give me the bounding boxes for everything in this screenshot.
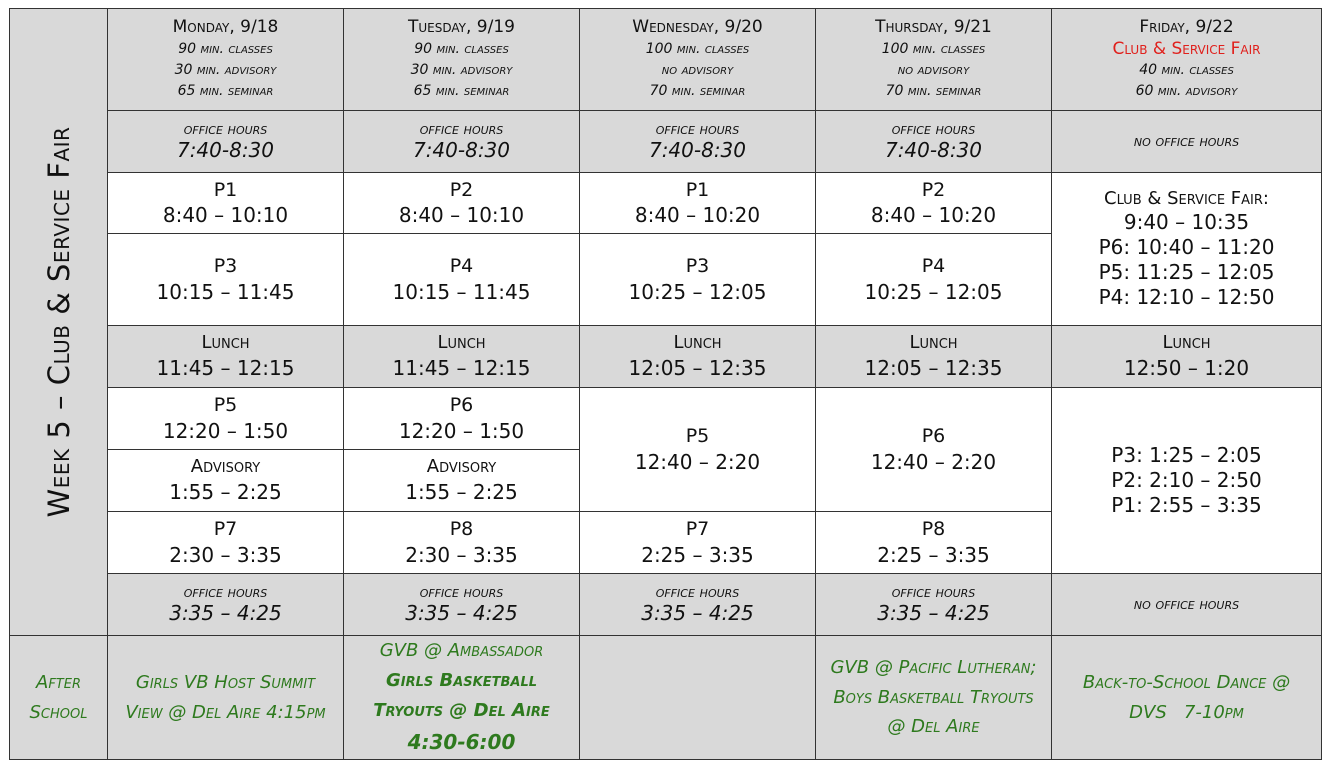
lunch-time: 11:45 – 12:15 [392, 355, 531, 380]
day-name: Thursday, 9/21 [875, 17, 992, 38]
period-label: P1 [213, 178, 238, 201]
period-label: P3 [213, 255, 238, 278]
day-header-wednesday [580, 9, 816, 111]
office-hours-label: office hours [183, 119, 268, 138]
office-hours-label: office hours [183, 582, 268, 601]
period-time: 2:25 – 3:35 [877, 542, 990, 567]
office-hours-label: office hours [419, 119, 504, 138]
period-time: 8:40 – 10:10 [162, 203, 289, 228]
lunch-label: Lunch [1162, 332, 1211, 354]
day-name: Tuesday, 9/19 [408, 17, 515, 38]
office-hours-label: office hours [891, 119, 976, 138]
office-hours-time: 7:40-8:30 [176, 138, 275, 163]
period-time: 10:15 – 11:45 [156, 279, 295, 304]
office-hours-time: 7:40-8:30 [412, 138, 511, 163]
advisory-time: 1:55 – 2:25 [405, 479, 518, 504]
day-detail: 60 min. advisory [1135, 82, 1238, 99]
period-label: P3 [685, 255, 710, 278]
day-detail: 90 min. classes [414, 40, 509, 57]
advisory-tuesday [344, 450, 580, 512]
friday-period: P3: 1:25 – 2:05 [1111, 443, 1262, 467]
day-detail: no advisory [897, 61, 970, 78]
lunch-label: Lunch [201, 332, 250, 354]
period-time: 10:25 – 12:05 [628, 279, 767, 304]
event-text: Back-to-School Dance @ DVS 7-10pm [1082, 671, 1296, 723]
no-office-hours-label: no office hours [1133, 132, 1240, 151]
fair-time: 9:40 – 10:35 [1123, 210, 1250, 235]
block4-monday [108, 512, 344, 574]
office-hours-label: office hours [419, 582, 504, 601]
period-label: P6 [449, 394, 474, 417]
after-school-monday [108, 636, 344, 760]
advisory-monday [108, 450, 344, 512]
day-detail: 70 min. seminar [649, 82, 746, 99]
day-name: Friday, 9/22 [1139, 17, 1234, 38]
event-text: Girls Basketball Tryouts @ Del Aire [373, 670, 550, 721]
office-hours-pm-friday [1052, 574, 1322, 636]
day-detail: 30 min. advisory [410, 61, 513, 78]
period-label: P2 [449, 178, 474, 201]
period-label: P8 [921, 518, 946, 541]
office-hours-am-monday [108, 111, 344, 173]
period-label: P6 [921, 425, 946, 448]
after-school-wednesday [580, 636, 816, 760]
lunch-label: Lunch [673, 332, 722, 354]
advisory-label: Advisory [190, 456, 261, 478]
period-time: 8:40 – 10:20 [870, 203, 997, 228]
day-name: Monday, 9/18 [172, 17, 279, 38]
advisory-time: 1:55 – 2:25 [169, 479, 282, 504]
office-hours-pm-wednesday [580, 574, 816, 636]
week-title-cell [10, 9, 108, 636]
day-header-monday [108, 9, 344, 111]
after-school-tuesday [344, 636, 580, 760]
fair-highlight: Club & Service Fair [1112, 38, 1261, 59]
friday-morning-block [1052, 173, 1322, 326]
period-label: P2 [921, 178, 946, 201]
block4-wednesday [580, 512, 816, 574]
lunch-time: 12:05 – 12:35 [628, 355, 767, 380]
period-label: P4 [921, 255, 946, 278]
period-label: P5 [685, 425, 710, 448]
block2-monday [108, 234, 344, 326]
day-detail: no advisory [661, 61, 734, 78]
period-time: 2:30 – 3:35 [405, 542, 518, 567]
office-hours-pm-monday [108, 574, 344, 636]
period-time: 10:15 – 11:45 [392, 279, 531, 304]
friday-afternoon-block [1052, 388, 1322, 574]
day-header-tuesday [344, 9, 580, 111]
lunch-label: Lunch [437, 332, 486, 354]
lunch-label: Lunch [909, 332, 958, 354]
office-hours-label: office hours [891, 582, 976, 601]
block1-monday [108, 173, 344, 234]
block2-tuesday [344, 234, 580, 326]
period-time: 2:30 – 3:35 [169, 542, 282, 567]
block2-wednesday [580, 234, 816, 326]
block4-tuesday [344, 512, 580, 574]
event-text: GVB @ Pacific Lutheran; Boys Basketball Tryouts @ Del Aire [830, 656, 1037, 738]
fair-time-label: Club & Service Fair: [1104, 187, 1269, 209]
day-detail: 90 min. classes [178, 40, 273, 57]
after-school-thursday [816, 636, 1052, 760]
block2-thursday [816, 234, 1052, 326]
lunch-time: 12:05 – 12:35 [864, 355, 1003, 380]
period-label: P7 [685, 518, 710, 541]
after-school-friday [1052, 636, 1322, 760]
lunch-wednesday [580, 326, 816, 388]
friday-period: P5: 11:25 – 12:05 [1098, 260, 1275, 285]
day-detail: 30 min. advisory [174, 61, 277, 78]
day-detail: 40 min. classes [1139, 61, 1234, 78]
period-label: P8 [449, 518, 474, 541]
office-hours-time: 7:40-8:30 [884, 138, 983, 163]
office-hours-label: office hours [655, 119, 740, 138]
day-detail: 65 min. seminar [177, 82, 274, 99]
friday-period: P2: 2:10 – 2:50 [1111, 468, 1262, 492]
period-label: P4 [449, 255, 474, 278]
lunch-time: 12:50 – 1:20 [1123, 355, 1250, 380]
office-hours-am-thursday [816, 111, 1052, 173]
period-label: P1 [685, 178, 710, 201]
office-hours-label: office hours [655, 582, 740, 601]
event-text: GVB @ Ambassador [379, 640, 544, 662]
period-time: 12:20 – 1:50 [398, 418, 525, 443]
period-time: 12:40 – 2:20 [634, 449, 761, 474]
advisory-label: Advisory [426, 456, 497, 478]
period-time: 12:40 – 2:20 [870, 449, 997, 474]
after-school-label: School [29, 701, 88, 723]
period-time: 8:40 – 10:20 [634, 203, 761, 228]
period-time: 10:25 – 12:05 [864, 279, 1003, 304]
office-hours-time: 3:35 – 4:25 [641, 601, 754, 626]
weekly-schedule-table [9, 8, 1322, 760]
block1-wednesday [580, 173, 816, 234]
lunch-monday [108, 326, 344, 388]
day-detail: 70 min. seminar [885, 82, 982, 99]
friday-period: P4: 12:10 – 12:50 [1098, 285, 1275, 310]
no-office-hours-label: no office hours [1133, 595, 1240, 614]
lunch-thursday [816, 326, 1052, 388]
week-title: Week 5 – Club & Service Fair [41, 126, 76, 518]
block1-thursday [816, 173, 1052, 234]
period-label: P5 [213, 394, 238, 417]
lunch-tuesday [344, 326, 580, 388]
office-hours-pm-tuesday [344, 574, 580, 636]
after-school-label-cell [10, 636, 108, 760]
day-detail: 100 min. classes [881, 40, 986, 57]
day-detail: 100 min. classes [645, 40, 750, 57]
day-detail: 65 min. seminar [413, 82, 510, 99]
event-text: Girls VB Host Summit View @ Del Aire 4:15pm [125, 671, 326, 723]
office-hours-am-tuesday [344, 111, 580, 173]
office-hours-time: 3:35 – 4:25 [405, 601, 518, 626]
block3-thursday [816, 388, 1052, 512]
office-hours-time: 3:35 – 4:25 [169, 601, 282, 626]
day-header-friday [1052, 9, 1322, 111]
block3-monday [108, 388, 344, 450]
day-header-thursday [816, 9, 1052, 111]
period-time: 2:25 – 3:35 [641, 542, 754, 567]
block1-tuesday [344, 173, 580, 234]
friday-period: P6: 10:40 – 11:20 [1098, 235, 1275, 260]
period-time: 12:20 – 1:50 [162, 418, 289, 443]
lunch-time: 11:45 – 12:15 [156, 355, 295, 380]
period-label: P7 [213, 518, 238, 541]
block3-tuesday [344, 388, 580, 450]
friday-period: P1: 2:55 – 3:35 [1111, 493, 1262, 517]
office-hours-am-friday [1052, 111, 1322, 173]
period-time: 8:40 – 10:10 [398, 203, 525, 228]
day-name: Wednesday, 9/20 [632, 17, 763, 38]
lunch-friday [1052, 326, 1322, 388]
block3-wednesday [580, 388, 816, 512]
after-school-label: After [36, 671, 81, 693]
office-hours-time: 3:35 – 4:25 [877, 601, 990, 626]
block4-thursday [816, 512, 1052, 574]
event-time: 4:30-6:00 [407, 729, 516, 754]
office-hours-time: 7:40-8:30 [648, 138, 747, 163]
office-hours-am-wednesday [580, 111, 816, 173]
office-hours-pm-thursday [816, 574, 1052, 636]
